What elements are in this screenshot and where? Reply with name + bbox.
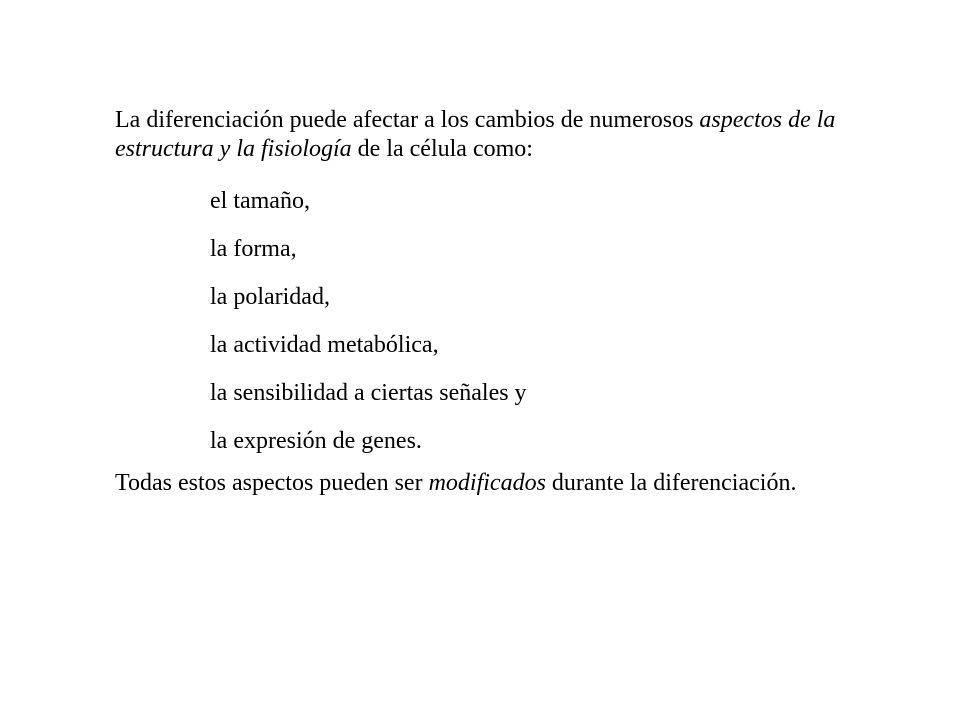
list-item-signal-sensitivity: la sensibilidad a ciertas señales y	[210, 380, 527, 406]
list-item-gene-expression: la expresión de genes.	[210, 428, 422, 454]
outro-emphasis: modificados	[428, 470, 546, 496]
intro-text-end: de la célula como:	[351, 135, 533, 162]
intro-paragraph	[115, 106, 855, 164]
intro-emphasis: aspectos de la estructura y la fisiología	[115, 107, 836, 162]
outro-paragraph	[115, 469, 855, 498]
list-item-metabolic-activity: la actividad metabólica,	[210, 332, 439, 358]
intro-text-start: La diferenciación puede afectar a los cambios de numerosos	[115, 107, 700, 133]
outro-text-end: durante la diferenciación.	[545, 470, 797, 496]
list-item-polarity: la polaridad,	[210, 284, 330, 310]
list-item-shape: la forma,	[210, 236, 297, 262]
list-item-size: el tamaño,	[210, 188, 310, 214]
outro-text-start: Todas estos aspectos pueden ser	[115, 470, 429, 496]
